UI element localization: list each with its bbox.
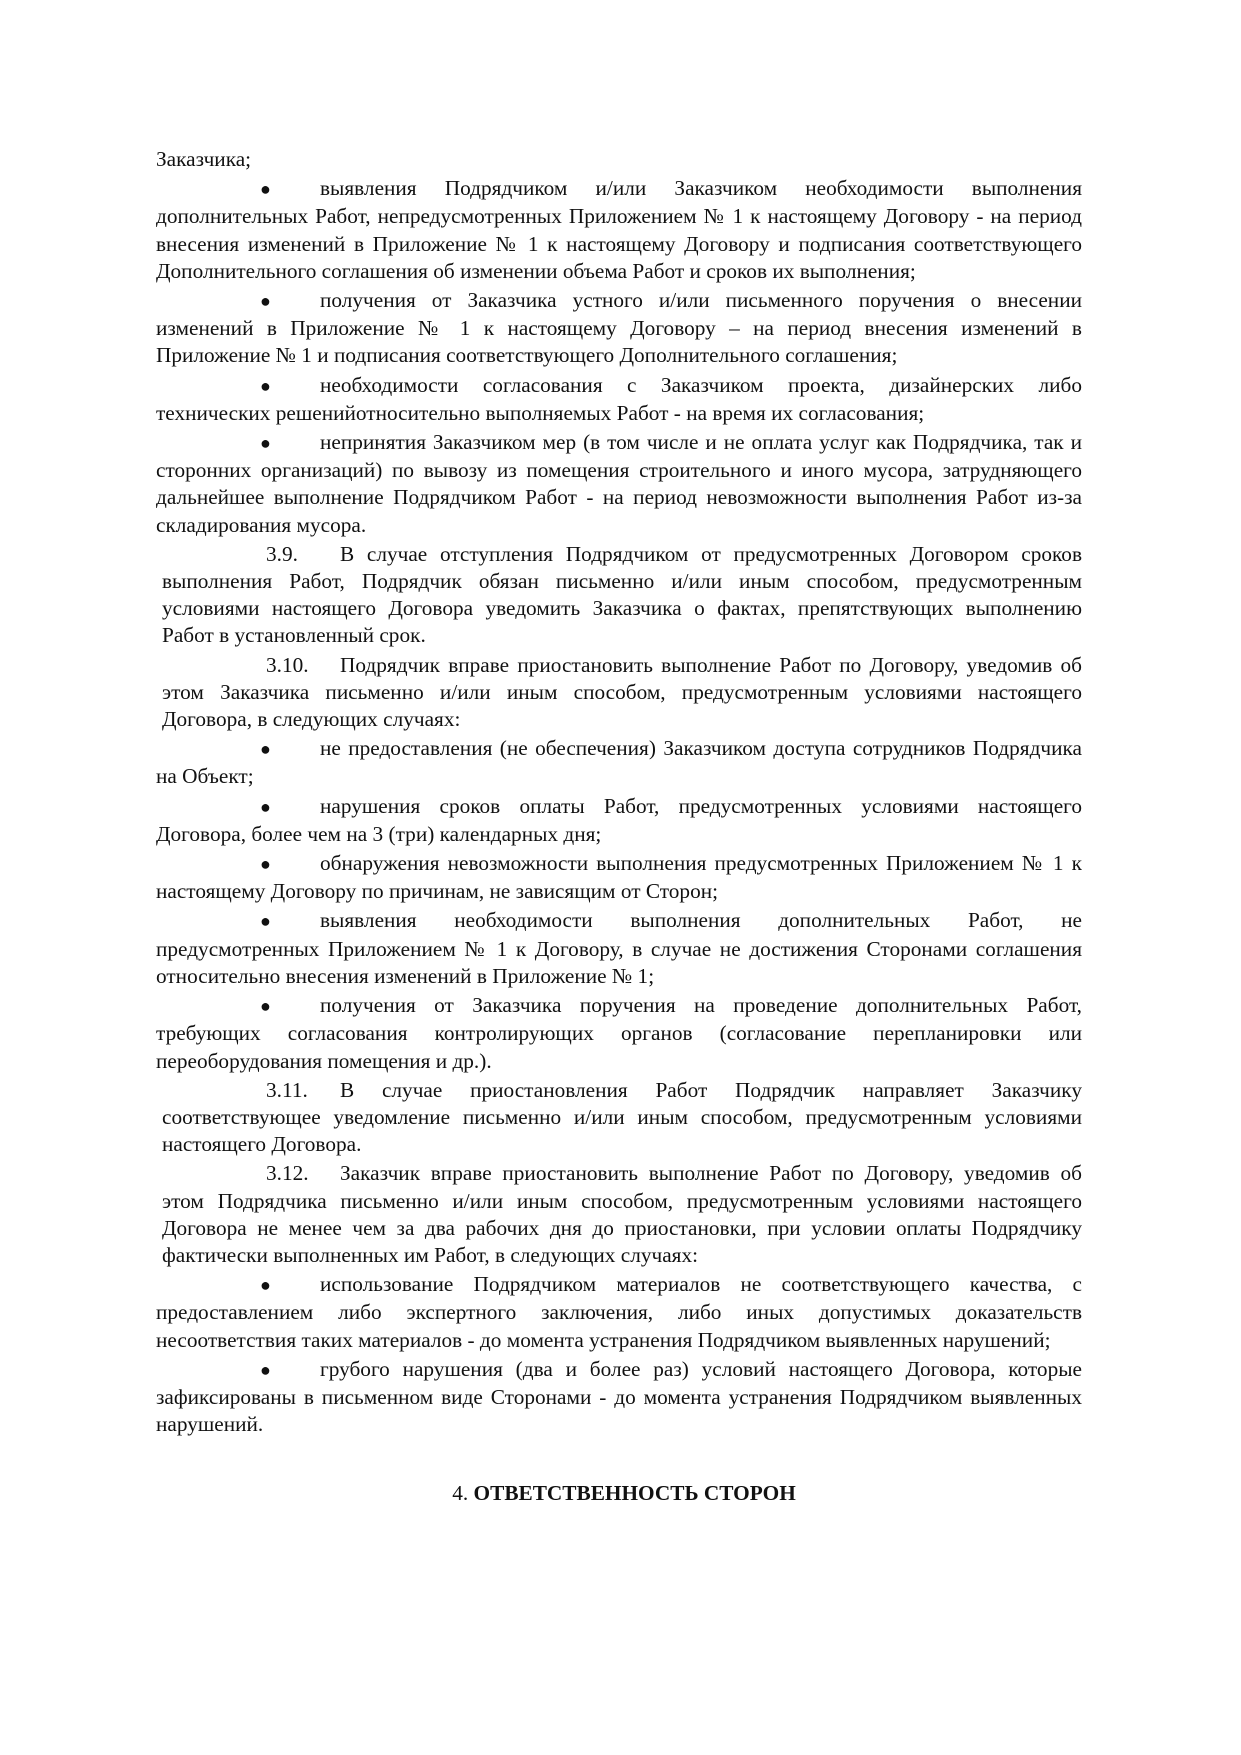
clause-text: Заказчик вправе приостановить выполнение Работ по Договору, уведомив об этом Подрядчика письменно и/или иным способом, предусмотренным условиями настоящего Договора не менее чем за два рабочих дня до приостановки, при условии оплаты Подрядчику фактически выполненных им Работ, в следующих случаях: (162, 1161, 1082, 1267)
bullet-icon: ● (260, 375, 271, 396)
list-item (156, 372, 1082, 427)
list-item (156, 287, 1082, 370)
clause-3-10 (156, 652, 1082, 734)
list-item-text: использование Подрядчиком материалов не соответствующего качества, с предоставлением либо экспертного заключения, либо иных допустимых доказательств несоответствия таких материалов - до момента устранения Подрядчиком выявленных нарушений; (156, 1272, 1082, 1352)
bullet-icon: ● (260, 433, 271, 454)
clause-3-12 (156, 1160, 1082, 1269)
list-item-text: непринятия Заказчиком мер (в том числе и не оплата услуг как Подрядчика, так и сторонних организаций) по вывозу из помещения строительного и иного мусора, затрудняющего дальнейшее выполнение Подрядчиком Работ - на период невозможности выполнения Работ из-за складирования мусора. (156, 430, 1082, 537)
clause-text: Подрядчик вправе приостановить выполнение Работ по Договору, уведомив об этом Заказчика письменно и/или иным способом, предусмотренным условиями настоящего Договора, в следующих случаях: (162, 652, 1082, 732)
list-item-text: получения от Заказчика устного и/или письменного поручения о внесении изменений в Приложение № 1 к настоящему Договору – на период внесения изменений в Приложение № 1 и подписания соответствующего Дополнительного соглашения; (156, 288, 1082, 368)
list-item-text: выявления Подрядчиком и/или Заказчиком необходимости выполнения дополнительных Работ, непредусмотренных Приложением № 1 к настоящему Договору - на период внесения изменений в Приложение № 1 к настоящему Договору и подписания соответствующего Дополнительного соглашения об изменении объема Работ и сроков их выполнения; (156, 176, 1082, 283)
list-item (156, 1271, 1082, 1354)
list-item-text: нарушения сроков оплаты Работ, предусмотренных условиями настоящего Договора, более чем на 3 (три) календарных дня; (156, 793, 1082, 846)
section-number: 4. (452, 1481, 469, 1506)
list-item (156, 907, 1082, 990)
section-title: ОТВЕТСТВЕННОСТЬ СТОРОН (473, 1481, 796, 1506)
clause-number: 3.10. (266, 652, 309, 677)
bullet-icon: ● (260, 179, 271, 200)
bullet-icon: ● (260, 739, 271, 760)
bullet-icon: ● (260, 1359, 271, 1380)
clause-number: 3.11. (266, 1077, 308, 1102)
list-item (156, 1356, 1082, 1439)
list-item (156, 850, 1082, 905)
clause-3-11 (156, 1077, 1082, 1159)
clause-number: 3.9. (266, 541, 298, 566)
list-item-text: необходимости согласования с Заказчиком проекта, дизайнерских либо технических решенийотносительно выполняемых Работ - на время их согласования; (156, 372, 1082, 425)
bullet-icon: ● (260, 796, 271, 817)
document-body (156, 146, 1082, 1508)
clause-number: 3.12. (266, 1161, 309, 1186)
bullet-icon: ● (260, 291, 271, 312)
list-item (156, 793, 1082, 848)
list-item (156, 992, 1082, 1075)
list-item (156, 175, 1082, 285)
bullet-icon: ● (260, 996, 271, 1017)
bullet-icon: ● (260, 854, 271, 875)
list-item-text: выявления необходимости выполнения дополнительных Работ, не предусмотренных Приложением № 1 к Договору, в случае не достижения Сторонами соглашения относительно внесения изменений в Приложение № 1; (156, 908, 1082, 988)
list-item-text: обнаружения невозможности выполнения предусмотренных Приложением № 1 к настоящему Договору по причинам, не зависящим от Сторон; (156, 851, 1082, 904)
bullet-icon: ● (260, 911, 271, 932)
list-item (156, 735, 1082, 790)
list-item-text: не предоставления (не обеспечения) Заказчиком доступа сотрудников Подрядчика на Объект; (156, 736, 1082, 789)
bullet-icon: ● (260, 1275, 271, 1296)
list-item-text: получения от Заказчика поручения на проведение дополнительных Работ, требующих согласования контролирующих органов (согласование перепланировки или переоборудования помещения и др.). (156, 993, 1082, 1073)
list-item-text: грубого нарушения (два и более раз) условий настоящего Договора, которые зафиксированы в письменном виде Сторонами - до момента устранения Подрядчиком выявленных нарушений. (156, 1356, 1082, 1437)
section-heading (156, 1480, 1082, 1507)
clause-text: В случае приостановления Работ Подрядчик направляет Заказчику соответствующее уведомление письменно и/или иным способом, предусмотренным условиями настоящего Договора. (162, 1077, 1082, 1157)
clause-text: В случае отступления Подрядчиком от предусмотренных Договором сроков выполнения Работ, Подрядчик обязан письменно и/или иным способом, предусмотренным условиями настоящего Договора уведомить Заказчика о фактах, препятствующих выполнению Работ в установленный срок. (162, 541, 1082, 648)
list-item (156, 429, 1082, 539)
opening-line: Заказчика; (156, 147, 252, 171)
clause-3-9 (156, 541, 1082, 650)
